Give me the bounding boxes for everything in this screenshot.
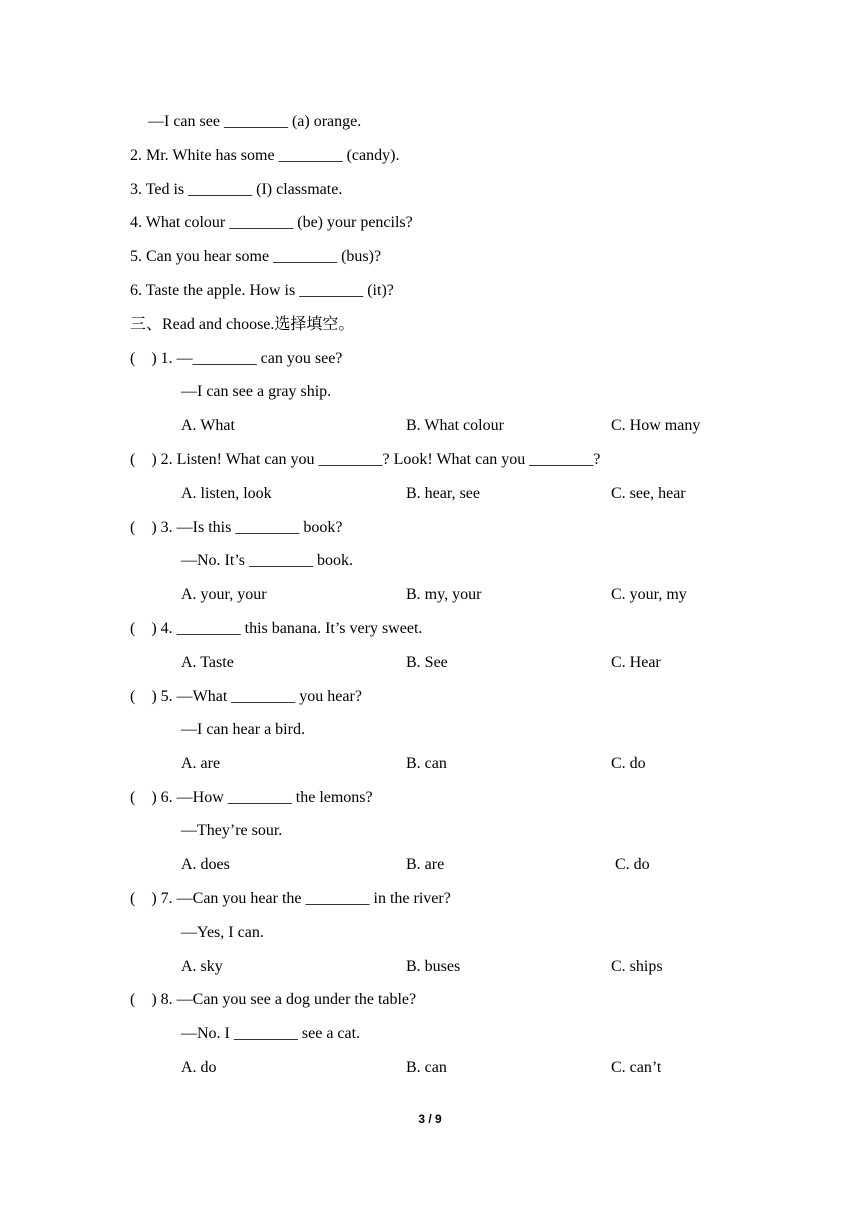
q8-option-a: A. do (181, 1059, 217, 1076)
question-7: ( ) 7. —Can you hear the ________ in the river? (130, 890, 451, 907)
q5-option-a: A. are (181, 755, 221, 772)
prev-answer-line: —I can see ________ (a) orange. (148, 113, 362, 130)
fill-item-5: 5. Can you hear some ________ (bus)? (130, 248, 382, 265)
q5-option-b: B. can (406, 755, 447, 772)
page-number: 3 / 9 (418, 1112, 442, 1126)
q6-option-c: C. do (615, 856, 650, 873)
question-5-reply: —I can hear a bird. (181, 721, 305, 738)
question-2: ( ) 2. Listen! What can you ________? Look! What can you ________? (130, 451, 601, 468)
q5-option-c: C. do (611, 755, 646, 772)
question-4: ( ) 4. ________ this banana. It’s very sweet. (130, 620, 423, 637)
fill-item-3: 3. Ted is ________ (I) classmate. (130, 181, 343, 198)
question-6-reply: —They’re sour. (181, 822, 283, 839)
question-5: ( ) 5. —What ________ you hear? (130, 688, 362, 705)
q3-option-b: B. my, your (406, 586, 482, 603)
fill-item-6: 6. Taste the apple. How is ________ (it)? (130, 282, 394, 299)
q1-option-a: A. What (181, 417, 235, 434)
q4-option-c: C. Hear (611, 654, 661, 671)
fill-item-4: 4. What colour ________ (be) your pencils? (130, 214, 413, 231)
q6-option-a: A. does (181, 856, 230, 873)
q3-option-c: C. your, my (611, 586, 687, 603)
q7-option-c: C. ships (611, 958, 663, 975)
question-8-reply: —No. I ________ see a cat. (181, 1025, 361, 1042)
q2-option-a: A. listen, look (181, 485, 272, 502)
q1-option-c: C. How many (611, 417, 701, 434)
q3-option-a: A. your, your (181, 586, 267, 603)
question-7-reply: —Yes, I can. (181, 924, 264, 941)
q8-option-c: C. can’t (611, 1059, 662, 1076)
question-3-reply: —No. It’s ________ book. (181, 552, 353, 569)
q7-option-a: A. sky (181, 958, 223, 975)
section-heading: 三、Read and choose.选择填空。 (130, 316, 355, 333)
q6-option-b: B. are (406, 856, 445, 873)
question-8: ( ) 8. —Can you see a dog under the table? (130, 991, 417, 1008)
question-3: ( ) 3. —Is this ________ book? (130, 519, 343, 536)
fill-item-2: 2. Mr. White has some ________ (candy). (130, 147, 400, 164)
q2-option-c: C. see, hear (611, 485, 686, 502)
q1-option-b: B. What colour (406, 417, 504, 434)
question-1-reply: —I can see a gray ship. (181, 383, 332, 400)
question-1: ( ) 1. —________ can you see? (130, 350, 343, 367)
q4-option-a: A. Taste (181, 654, 234, 671)
q4-option-b: B. See (406, 654, 448, 671)
question-6: ( ) 6. —How ________ the lemons? (130, 789, 373, 806)
q8-option-b: B. can (406, 1059, 447, 1076)
q2-option-b: B. hear, see (406, 485, 480, 502)
q7-option-b: B. buses (406, 958, 461, 975)
